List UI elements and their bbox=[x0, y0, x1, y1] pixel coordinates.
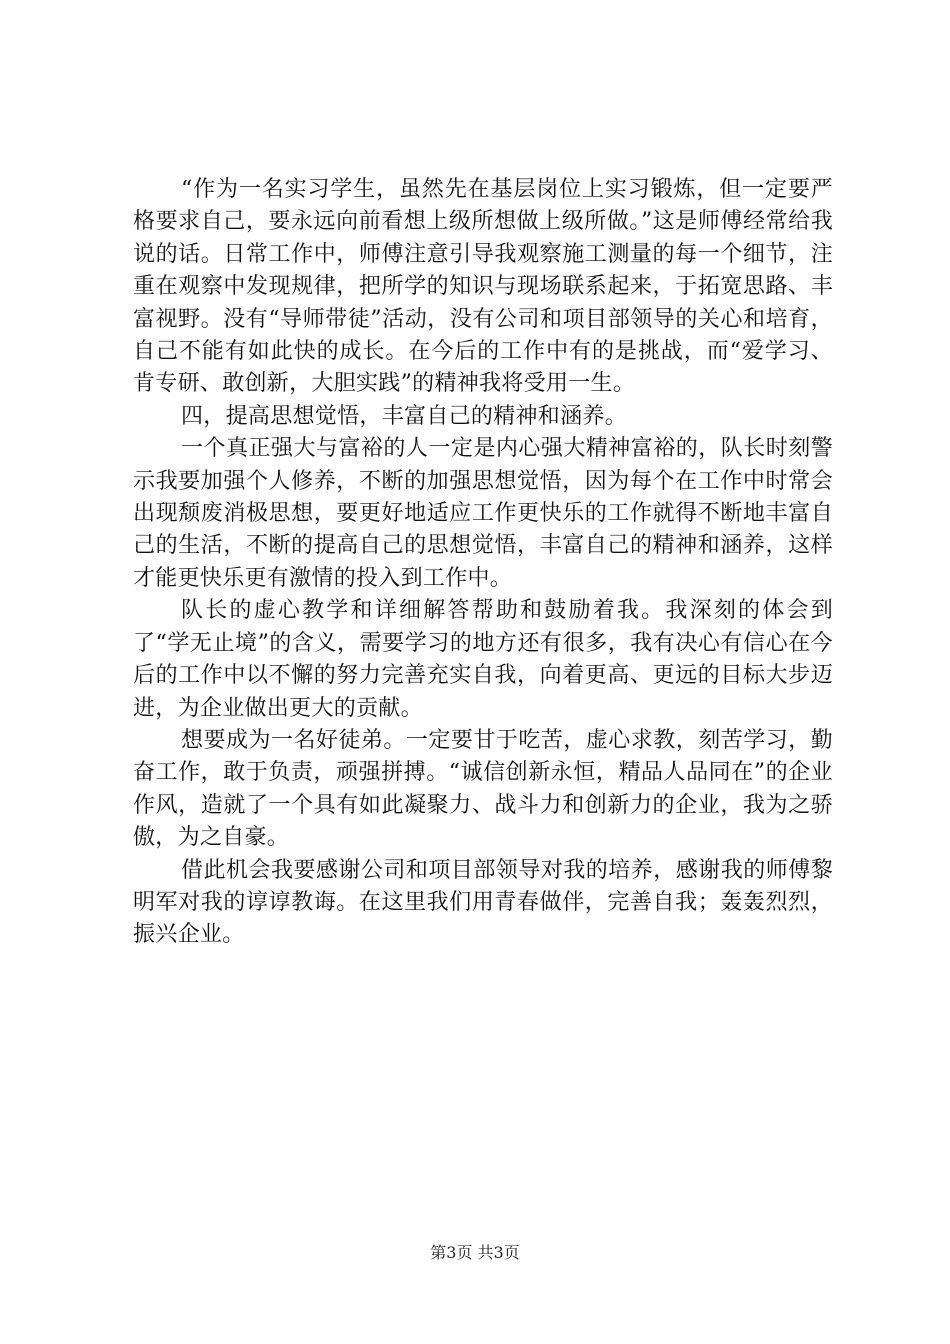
document-body bbox=[133, 174, 833, 952]
page-number-footer: 第3页 共3页 bbox=[430, 1243, 520, 1262]
paragraph-captain-teaching: 队长的虚心教学和详细解答帮助和鼓励着我。我深刻的体会到了“学无止境”的含义，需要学习的地方还有很多，我有决心有信心在今后的工作中以不懈的努力完善充实自我，向着更高、更远的目标大步迈进，为企业做出更大的贡献。 bbox=[133, 598, 833, 721]
section-heading-four: 四，提高思想觉悟，丰富自己的精神和涵养。 bbox=[181, 403, 628, 429]
paragraph-inner-strength: 一个真正强大与富裕的人一定是内心强大精神富裕的，队长时刻警示我要加强个人修养，不断的加强思想觉悟，因为每个在工作中时常会出现颓废消极思想，要更好地适应工作更快乐的工作就得不断地丰富自己的生活，不断的提高自己的思想觉悟，丰富自己的精神和涵养，这样才能更快乐更有激情的投入到工作中。 bbox=[133, 436, 833, 591]
paragraph-mentor-quote: “作为一名实习学生，虽然先在基层岗位上实习锻炼，但一定要严格要求自己，要永远向前看想上级所想做上级所做。”这是师傅经常给我说的话。日常工作中，师傅注意引导我观察施工测量的每一个细节，注重在观察中发现规律，把所学的知识与现场联系起来，于拓宽思路、丰富视野。没有“导师带徒”活动，没有公司和项目部领导的关心和培育，自己不能有如此快的成长。在今后的工作中有的是挑战，而“爱学习、肯专研、敢创新，大胆实践”的精神我将受用一生。 bbox=[133, 177, 833, 397]
paragraph-good-apprentice: 想要成为一名好徒弟。一定要甘于吃苦，虚心求教，刻苦学习，勤奋工作，敢于负责，顽强拼搏。“诚信创新永恒，精品人品同在”的企业作风，造就了一个具有如此凝聚力、战斗力和创新力的企业，我为之骄傲，为之自豪。 bbox=[133, 727, 833, 851]
paragraph-thanks: 借此机会我要感谢公司和项目部领导对我的培养，感谢我的师傅黎明军对我的谆谆教诲。在这里我们用青春做伴，完善自我；轰轰烈烈，振兴企业。 bbox=[133, 857, 833, 948]
